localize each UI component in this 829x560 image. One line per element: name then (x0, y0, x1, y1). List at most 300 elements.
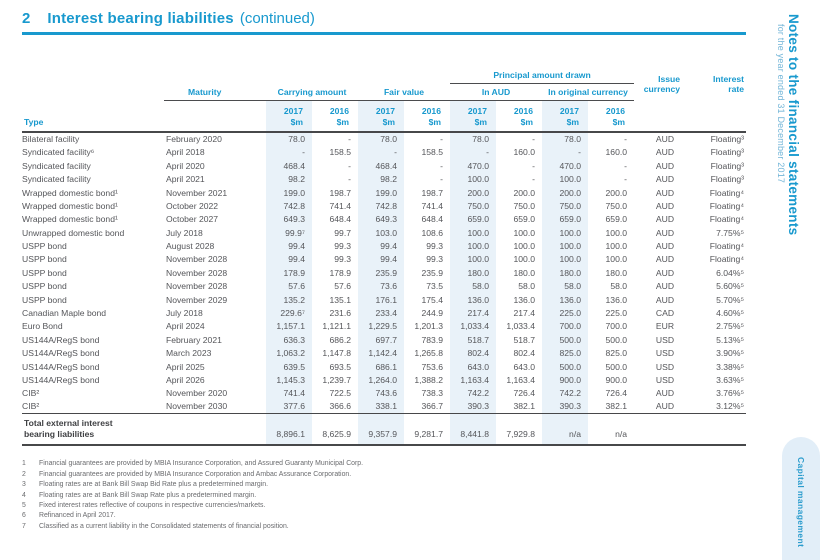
table-row (22, 333, 746, 346)
header-in-aud: In AUD (450, 83, 542, 101)
cell-carrying-2016: 135.1 (329, 294, 351, 305)
table-row (22, 186, 746, 199)
total-fair-2016: 9,281.7 (404, 413, 450, 445)
cell-carrying-2017: 98.2 (266, 172, 312, 185)
cell-interest-rate: Floating³ (710, 133, 745, 144)
cell-maturity: November 2020 (166, 388, 228, 399)
cell-carrying-2016: 366.6 (329, 401, 351, 412)
footnote-number: 4 (22, 491, 26, 499)
cell-issue-currency: USD (655, 361, 675, 372)
cell-issue-currency (634, 413, 688, 445)
cell-interest-rate: Floating⁴ (709, 214, 745, 225)
cell-carrying-2017: 99.9⁷ (266, 226, 312, 239)
cell-maturity: August 2028 (166, 241, 215, 252)
footnote-text: Floating rates are at Bank Bill Swap Rate plus a predetermined margin. (39, 491, 257, 499)
cell-aud-2017: 1,033.4 (450, 320, 496, 333)
cell-issue-currency: AUD (655, 267, 675, 278)
table-row (22, 213, 746, 226)
cell-carrying-2016: 693.5 (329, 361, 351, 372)
cell-orig-2017: 900.0 (542, 373, 588, 386)
cell-issue-currency: AUD (655, 160, 675, 171)
cell-aud-2016: 802.4 (513, 348, 535, 359)
cell-carrying-2016: 99.3 (334, 254, 351, 265)
cell-aud-2016: 1,033.4 (506, 321, 535, 332)
footnote-number: 3 (22, 481, 26, 489)
cell-orig-2017: 225.0 (542, 306, 588, 319)
cell-issue-currency: AUD (655, 388, 675, 399)
cell-fair-2016: - (440, 160, 443, 171)
cell-interest-rate: 5.60%⁵ (716, 281, 745, 292)
sidebar-subtitle: for the year ended 31 December 2017 (776, 24, 786, 184)
cell-fair-2016: 244.9 (421, 308, 443, 319)
header-maturity: Maturity (164, 83, 266, 101)
footnote-text: Fixed interest rates reflective of coupons in respective currencies/markets. (39, 501, 266, 509)
cell-maturity: April 2025 (166, 361, 205, 372)
cell-type: US144A/RegS bond (22, 348, 100, 359)
cell-interest-rate: Floating³ (710, 174, 745, 185)
cell-orig-2016: - (624, 133, 628, 144)
cell-carrying-2017: 135.2 (266, 293, 312, 306)
table-row (22, 347, 746, 360)
cell-orig-2016: 500.0 (605, 334, 628, 345)
cell-carrying-2017: 636.3 (266, 333, 312, 346)
cell-fair-2017: 103.0 (358, 226, 404, 239)
cell-type: USPP bond (22, 254, 67, 265)
footnotes (22, 459, 746, 532)
header-year-2017: 2017 $m (450, 101, 496, 132)
cell-interest-rate: 5.13%⁵ (716, 334, 745, 345)
cell-orig-2016: 136.0 (605, 294, 628, 305)
cell-fair-2017: 743.6 (358, 387, 404, 400)
cell-orig-2017: 750.0 (542, 199, 588, 212)
cell-fair-2017: 1,264.0 (358, 373, 404, 386)
cell-aud-2016: 100.0 (513, 241, 535, 252)
cell-orig-2017: 825.0 (542, 347, 588, 360)
cell-type: USPP bond (22, 294, 67, 305)
cell-carrying-2016: 1,239.7 (322, 374, 351, 385)
cell-type: US144A/RegS bond (22, 374, 100, 385)
cell-aud-2017: - (450, 146, 496, 159)
page-title-suffix: (continued) (239, 10, 315, 27)
cell-maturity: November 2028 (166, 254, 228, 265)
cell-fair-2016: 198.7 (421, 187, 443, 198)
cell-issue-currency: AUD (655, 133, 675, 144)
cell-aud-2017: 217.4 (450, 306, 496, 319)
footnote-text: Financial guarantees are provided by MBIA Insurance Corporation, and Assured Guaranty Municipal Corp. (39, 460, 364, 468)
cell-carrying-2017: - (266, 146, 312, 159)
cell-fair-2016: 235.9 (421, 267, 443, 278)
cell-orig-2017: 180.0 (542, 266, 588, 279)
cell-orig-2016: - (624, 160, 628, 171)
cell-carrying-2017: 649.3 (266, 213, 312, 226)
cell-fair-2017: 176.1 (358, 293, 404, 306)
cell-issue-currency: AUD (655, 174, 675, 185)
footnote-item (22, 480, 746, 490)
capital-management-tab-label: Capital management (796, 457, 806, 548)
table-row (22, 266, 746, 279)
table-footer (22, 413, 746, 445)
footnote-item (22, 511, 746, 521)
total-row (22, 413, 746, 445)
cell-issue-currency: AUD (655, 147, 675, 158)
cell-interest-rate: Floating⁴ (709, 254, 745, 265)
table-row (22, 239, 746, 252)
footnote-number: 5 (22, 501, 26, 509)
cell-type: USPP bond (22, 281, 67, 292)
cell-interest-rate: Floating³ (710, 160, 745, 171)
cell-carrying-2017: 99.4 (266, 239, 312, 252)
cell-fair-2016: 738.3 (421, 388, 443, 399)
cell-fair-2016: 175.4 (421, 294, 443, 305)
cell-orig-2017: 470.0 (542, 159, 588, 172)
cell-orig-2016: 100.0 (605, 254, 628, 265)
cell-maturity: February 2021 (166, 334, 222, 345)
cell-orig-2016: 58.0 (610, 281, 628, 292)
subheader-row (22, 101, 746, 132)
cell-carrying-2017: 199.0 (266, 186, 312, 199)
cell-orig-2016: 659.0 (605, 214, 628, 225)
cell-issue-currency: AUD (655, 187, 675, 198)
cell-issue-currency: USD (655, 374, 675, 385)
cell-type: Syndicated facility (22, 174, 91, 185)
cell-aud-2016: 382.1 (513, 401, 535, 412)
cell-fair-2017: 235.9 (358, 266, 404, 279)
cell-interest-rate: 2.75%⁵ (716, 321, 745, 332)
cell-issue-currency: AUD (655, 241, 675, 252)
cell-fair-2016: 108.6 (421, 227, 443, 238)
table-row (22, 132, 746, 146)
total-carrying-2017: 8,896.1 (266, 413, 312, 445)
cell-orig-2016: 200.0 (605, 187, 628, 198)
cell-orig-2017: 659.0 (542, 213, 588, 226)
cell-carrying-2017: 178.9 (266, 266, 312, 279)
cell-aud-2017: 470.0 (450, 159, 496, 172)
sidebar-title: Notes to the financial statements (786, 14, 801, 236)
cell-fair-2017: 99.4 (358, 253, 404, 266)
cell-carrying-2016: - (348, 174, 351, 185)
cell-carrying-2016: 99.3 (334, 241, 351, 252)
total-aud-2016: 7,929.8 (496, 413, 542, 445)
cell-maturity: April 2026 (166, 374, 205, 385)
capital-management-tab[interactable] (782, 437, 820, 560)
cell-aud-2017: 1,163.4 (450, 373, 496, 386)
header-carrying-amount: Carrying amount (266, 83, 358, 101)
cell-aud-2016: - (532, 174, 535, 185)
cell-maturity: April 2020 (166, 160, 205, 171)
footnote-item (22, 501, 746, 511)
cell-maturity: November 2030 (166, 401, 228, 412)
cell-fair-2017: 338.1 (358, 400, 404, 413)
cell-interest-rate: 3.63%⁵ (716, 374, 745, 385)
footnote-item (22, 491, 746, 501)
footnote-number: 7 (22, 522, 26, 530)
cell-type: Bilateral facility (22, 133, 80, 144)
cell-type: Wrapped domestic bond¹ (22, 200, 118, 211)
cell-fair-2017: 468.4 (358, 159, 404, 172)
cell-aud-2017: 802.4 (450, 347, 496, 360)
cell-type: Canadian Maple bond (22, 308, 107, 319)
cell-fair-2016: 1,388.2 (414, 374, 443, 385)
header-fair-value: Fair value (358, 83, 450, 101)
cell-orig-2017: 500.0 (542, 360, 588, 373)
total-carrying-2016: 8,625.9 (312, 413, 358, 445)
cell-type: US144A/RegS bond (22, 361, 100, 372)
cell-fair-2016: 73.5 (426, 281, 443, 292)
footnote-item (22, 459, 746, 469)
cell-orig-2016: 160.0 (605, 147, 628, 158)
cell-aud-2017: 136.0 (450, 293, 496, 306)
cell-fair-2016: - (440, 174, 443, 185)
cell-interest-rate (688, 413, 746, 445)
header-year-2016: 2016 $m (404, 101, 450, 132)
table-row (22, 306, 746, 319)
cell-maturity: November 2028 (166, 267, 228, 278)
cell-orig-2016: - (624, 174, 628, 185)
cell-fair-2017: - (358, 146, 404, 159)
cell-fair-2016: 99.3 (426, 241, 443, 252)
cell-fair-2017: 742.8 (358, 199, 404, 212)
cell-carrying-2016: 178.9 (329, 267, 351, 278)
table-row (22, 146, 746, 159)
footnote-text: Floating rates are at Bank Bill Swap Bid Rate plus a predetermined margin. (39, 481, 269, 489)
sidebar-heading (776, 14, 801, 235)
table-row (22, 253, 746, 266)
cell-orig-2016: 726.4 (605, 388, 628, 399)
cell-maturity: February 2020 (166, 133, 222, 144)
cell-fair-2016: 741.4 (421, 200, 443, 211)
cell-orig-2017: 100.0 (542, 239, 588, 252)
footnote-number: 2 (22, 470, 26, 478)
header-in-original-currency: In original currency (542, 83, 634, 101)
cell-fair-2017: 199.0 (358, 186, 404, 199)
table-row (22, 159, 746, 172)
cell-type: USPP bond (22, 241, 67, 252)
table-body (22, 132, 746, 414)
cell-aud-2017: 100.0 (450, 172, 496, 185)
cell-carrying-2016: 1,121.1 (322, 321, 351, 332)
cell-carrying-2016: - (348, 160, 351, 171)
cell-interest-rate: 5.70%⁵ (716, 294, 745, 305)
cell-fair-2016: 753.6 (421, 361, 443, 372)
cell-orig-2017: 100.0 (542, 172, 588, 185)
cell-carrying-2017: 1,157.1 (266, 320, 312, 333)
cell-issue-currency: EUR (655, 321, 675, 332)
cell-maturity: July 2018 (166, 308, 203, 319)
page-title: Interest bearing liabilities (47, 10, 234, 27)
cell-aud-2016: 58.0 (518, 281, 535, 292)
cell-carrying-2016: 686.2 (329, 334, 351, 345)
cell-aud-2017: 100.0 (450, 239, 496, 252)
cell-interest-rate: Floating⁴ (709, 187, 745, 198)
cell-carrying-2016: 722.5 (329, 388, 351, 399)
cell-interest-rate: 3.90%⁵ (716, 348, 745, 359)
cell-issue-currency: AUD (655, 200, 675, 211)
header-year-2016: 2016 $m (588, 101, 634, 132)
cell-interest-rate: 3.12%⁵ (716, 401, 745, 412)
cell-fair-2016: 158.5 (421, 147, 443, 158)
cell-carrying-2016: 741.4 (329, 200, 351, 211)
footnote-number: 6 (22, 512, 26, 520)
cell-issue-currency: USD (655, 334, 675, 345)
cell-type: CIB² (22, 388, 40, 399)
cell-orig-2017: 78.0 (542, 132, 588, 146)
cell-maturity: November 2028 (166, 281, 228, 292)
cell-carrying-2016: 198.7 (329, 187, 351, 198)
cell-maturity: April 2018 (166, 147, 205, 158)
cell-aud-2016: 136.0 (513, 294, 535, 305)
cell-interest-rate: 4.60%⁵ (716, 308, 745, 319)
header-principal-amount-drawn: Principal amount drawn (450, 69, 634, 83)
cell-type: CIB² (22, 401, 40, 412)
cell-issue-currency: AUD (655, 401, 675, 412)
cell-aud-2017: 200.0 (450, 186, 496, 199)
cell-aud-2016: 100.0 (513, 227, 535, 238)
cell-orig-2016: 900.0 (605, 374, 628, 385)
cell-aud-2016: 180.0 (513, 267, 535, 278)
cell-carrying-2016: 648.4 (329, 214, 351, 225)
cell-type: Euro Bond (22, 321, 63, 332)
cell-fair-2017: 78.0 (358, 132, 404, 146)
cell-fair-2016: - (440, 133, 443, 144)
cell-aud-2016: 659.0 (513, 214, 535, 225)
cell-orig-2016: 825.0 (605, 348, 628, 359)
total-aud-2017: 8,441.8 (450, 413, 496, 445)
cell-orig-2017: 200.0 (542, 186, 588, 199)
cell-orig-2017: - (542, 146, 588, 159)
footnote-number: 1 (22, 460, 26, 468)
cell-fair-2017: 697.7 (358, 333, 404, 346)
cell-carrying-2016: - (348, 133, 351, 144)
cell-orig-2016: 382.1 (605, 401, 628, 412)
total-label: Total external interest bearing liabilities (22, 413, 266, 445)
main-content (22, 10, 746, 532)
cell-type: Syndicated facility (22, 160, 91, 171)
cell-maturity: October 2022 (166, 200, 219, 211)
cell-maturity: July 2018 (166, 227, 203, 238)
liabilities-table (22, 69, 746, 446)
cell-interest-rate: 3.38%⁵ (716, 361, 745, 372)
cell-fair-2017: 1,229.5 (358, 320, 404, 333)
cell-carrying-2016: 99.7 (334, 227, 351, 238)
cell-maturity: April 2024 (166, 321, 205, 332)
cell-carrying-2017: 468.4 (266, 159, 312, 172)
header-year-2016: 2016 $m (312, 101, 358, 132)
cell-type: USPP bond (22, 267, 67, 278)
cell-carrying-2017: 741.4 (266, 387, 312, 400)
table-header (22, 69, 746, 132)
cell-aud-2016: 1,163.4 (506, 374, 535, 385)
cell-aud-2017: 100.0 (450, 226, 496, 239)
cell-aud-2016: 750.0 (513, 200, 535, 211)
cell-aud-2016: 518.7 (513, 334, 535, 345)
cell-aud-2017: 742.2 (450, 387, 496, 400)
cell-aud-2017: 750.0 (450, 199, 496, 212)
cell-fair-2017: 98.2 (358, 172, 404, 185)
cell-type: Wrapped domestic bond¹ (22, 214, 118, 225)
cell-type: US144A/RegS bond (22, 334, 100, 345)
cell-orig-2016: 180.0 (605, 267, 628, 278)
table-row (22, 280, 746, 293)
cell-fair-2017: 233.4 (358, 306, 404, 319)
total-orig-2016: n/a (588, 413, 634, 445)
cell-aud-2017: 643.0 (450, 360, 496, 373)
cell-aud-2017: 100.0 (450, 253, 496, 266)
cell-issue-currency: USD (655, 348, 675, 359)
cell-fair-2016: 648.4 (421, 214, 443, 225)
table-row (22, 199, 746, 212)
cell-orig-2016: 750.0 (605, 200, 628, 211)
cell-aud-2016: 160.0 (513, 147, 535, 158)
cell-carrying-2017: 78.0 (266, 132, 312, 146)
cell-type: Unwrapped domestic bond (22, 227, 125, 238)
cell-issue-currency: AUD (655, 227, 675, 238)
header-year-2017: 2017 $m (542, 101, 588, 132)
cell-orig-2016: 100.0 (605, 227, 628, 238)
table-row (22, 387, 746, 400)
table-row (22, 172, 746, 185)
cell-maturity: March 2023 (166, 348, 212, 359)
footnote-text: Classified as a current liability in the Consolidated statements of financial position. (39, 522, 289, 530)
cell-carrying-2017: 229.6⁷ (266, 306, 312, 319)
cell-aud-2016: - (532, 133, 535, 144)
cell-type: Syndicated facility⁶ (22, 147, 95, 158)
cell-carrying-2017: 99.4 (266, 253, 312, 266)
cell-fair-2017: 686.1 (358, 360, 404, 373)
table-row (22, 360, 746, 373)
cell-fair-2016: 1,201.3 (414, 321, 443, 332)
section-number: 2 (22, 10, 31, 27)
cell-maturity: October 2027 (166, 214, 219, 225)
cell-carrying-2016: 231.6 (329, 308, 351, 319)
cell-orig-2017: 700.0 (542, 320, 588, 333)
total-orig-2017: n/a (542, 413, 588, 445)
cell-fair-2016: 783.9 (421, 334, 443, 345)
cell-carrying-2017: 639.5 (266, 360, 312, 373)
cell-orig-2016: 500.0 (605, 361, 628, 372)
cell-aud-2017: 390.3 (450, 400, 496, 413)
cell-carrying-2017: 377.6 (266, 400, 312, 413)
header-year-2016: 2016 $m (496, 101, 542, 132)
cell-orig-2017: 100.0 (542, 253, 588, 266)
cell-interest-rate: Floating³ (710, 147, 745, 158)
cell-fair-2017: 73.6 (358, 280, 404, 293)
cell-carrying-2016: 57.6 (334, 281, 351, 292)
cell-interest-rate: 6.04%⁵ (716, 267, 745, 278)
section-title (22, 10, 746, 35)
cell-aud-2016: 643.0 (513, 361, 535, 372)
cell-carrying-2016: 1,147.8 (322, 348, 351, 359)
cell-interest-rate: Floating⁴ (709, 241, 745, 252)
cell-type: Wrapped domestic bond¹ (22, 187, 118, 198)
cell-fair-2017: 1,142.4 (358, 347, 404, 360)
cell-interest-rate: 7.75%⁵ (716, 227, 745, 238)
cell-orig-2017: 100.0 (542, 226, 588, 239)
cell-interest-rate: 3.76%⁵ (716, 388, 745, 399)
cell-issue-currency: AUD (655, 254, 675, 265)
cell-maturity: November 2029 (166, 294, 228, 305)
footnote-text: Refinanced in April 2017. (39, 512, 116, 520)
cell-carrying-2017: 1,145.3 (266, 373, 312, 386)
cell-aud-2016: 217.4 (513, 308, 535, 319)
table-row (22, 400, 746, 413)
cell-carrying-2016: 158.5 (329, 147, 351, 158)
cell-aud-2016: - (532, 160, 535, 171)
table-row (22, 373, 746, 386)
cell-aud-2017: 518.7 (450, 333, 496, 346)
cell-carrying-2017: 742.8 (266, 199, 312, 212)
footnote-item (22, 470, 746, 480)
table-row (22, 226, 746, 239)
